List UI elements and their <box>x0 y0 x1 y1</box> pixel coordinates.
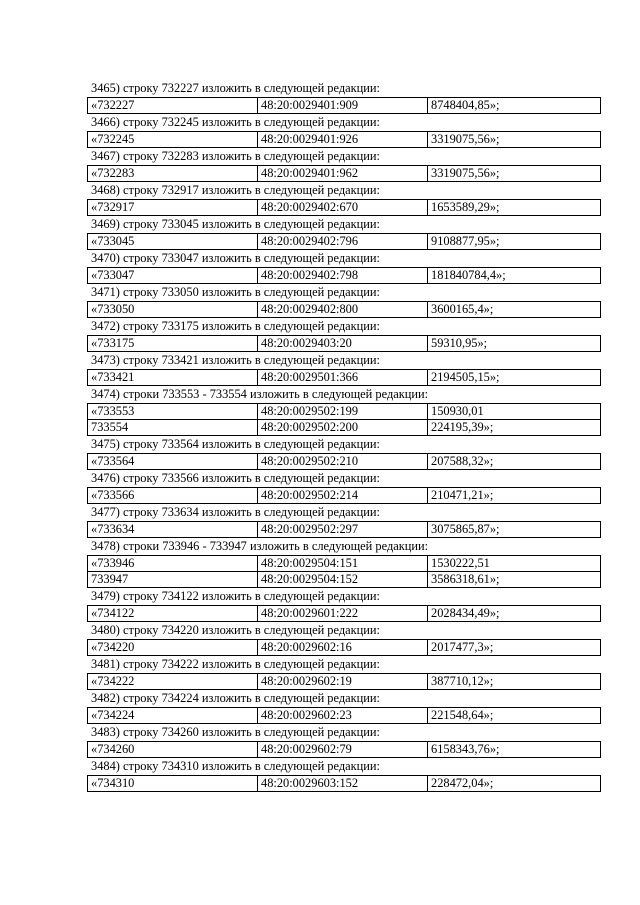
amendment-table <box>87 403 601 436</box>
cadastral-value-cell: 181840784,4»; <box>428 268 601 284</box>
amendment-table <box>87 301 601 318</box>
table-row <box>88 454 601 470</box>
amendment-table <box>87 165 601 182</box>
cadastral-value-cell: 221548,64»; <box>428 708 601 724</box>
cadastral-number-cell: 48:20:0029602:16 <box>258 640 428 656</box>
table-row <box>88 336 601 352</box>
row-number-cell: «732245 <box>88 132 258 148</box>
table-row <box>88 640 601 656</box>
cadastral-number-cell: 48:20:0029502:297 <box>258 522 428 538</box>
cadastral-number-cell: 48:20:0029501:366 <box>258 370 428 386</box>
amendment-table <box>87 369 601 386</box>
cadastral-value-cell: 1530222,51 <box>428 556 601 572</box>
amendment-heading: 3475) строку 733564 изложить в следующей редакции: <box>91 437 381 451</box>
cadastral-value-cell: 6158343,76»; <box>428 742 601 758</box>
table-row <box>88 488 601 504</box>
amendment-heading: 3480) строку 734220 изложить в следующей редакции: <box>91 623 381 637</box>
table-row <box>88 522 601 538</box>
cadastral-value-cell: 2017477,3»; <box>428 640 601 656</box>
amendment-heading: 3484) строку 734310 изложить в следующей редакции: <box>91 759 381 773</box>
amendment-heading: 3465) строку 732227 изложить в следующей редакции: <box>91 81 381 95</box>
cadastral-number-cell: 48:20:0029502:214 <box>258 488 428 504</box>
row-number-cell: «733175 <box>88 336 258 352</box>
cadastral-value-cell: 9108877,95»; <box>428 234 601 250</box>
table-row <box>88 98 601 114</box>
cadastral-value-cell: 2028434,49»; <box>428 606 601 622</box>
row-number-cell: «734222 <box>88 674 258 690</box>
cadastral-number-cell: 48:20:0029603:152 <box>258 776 428 792</box>
table-row <box>88 776 601 792</box>
cadastral-number-cell: 48:20:0029401:926 <box>258 132 428 148</box>
table-row <box>88 234 601 250</box>
table-row <box>88 132 601 148</box>
row-number-cell: 733947 <box>88 572 258 588</box>
row-number-cell: «733946 <box>88 556 258 572</box>
amendment-table <box>87 673 601 690</box>
cadastral-value-cell: 210471,21»; <box>428 488 601 504</box>
table-row <box>88 200 601 216</box>
table-row <box>88 606 601 622</box>
row-number-cell: 733554 <box>88 420 258 436</box>
row-number-cell: «733047 <box>88 268 258 284</box>
cadastral-number-cell: 48:20:0029402:796 <box>258 234 428 250</box>
cadastral-value-cell: 59310,95»; <box>428 336 601 352</box>
amendment-table <box>87 453 601 470</box>
table-row <box>88 572 601 588</box>
amendment-table <box>87 97 601 114</box>
table-row <box>88 302 601 318</box>
amendment-heading: 3467) строку 732283 изложить в следующей редакции: <box>91 149 381 163</box>
amendment-table <box>87 233 601 250</box>
row-number-cell: «733050 <box>88 302 258 318</box>
amendment-heading: 3469) строку 733045 изложить в следующей редакции: <box>91 217 381 231</box>
amendment-heading: 3483) строку 734260 изложить в следующей редакции: <box>91 725 381 739</box>
cadastral-value-cell: 1653589,29»; <box>428 200 601 216</box>
amendment-table <box>87 775 601 792</box>
cadastral-value-cell: 224195,39»; <box>428 420 601 436</box>
amendment-table <box>87 605 601 622</box>
table-row <box>88 268 601 284</box>
cadastral-value-cell: 387710,12»; <box>428 674 601 690</box>
cadastral-number-cell: 48:20:0029402:800 <box>258 302 428 318</box>
amendment-table <box>87 741 601 758</box>
row-number-cell: «733421 <box>88 370 258 386</box>
table-row <box>88 420 601 436</box>
amendment-table <box>87 521 601 538</box>
row-number-cell: «734310 <box>88 776 258 792</box>
amendment-table <box>87 707 601 724</box>
cadastral-number-cell: 48:20:0029602:79 <box>258 742 428 758</box>
amendment-heading: 3481) строку 734222 изложить в следующей редакции: <box>91 657 381 671</box>
row-number-cell: «732283 <box>88 166 258 182</box>
cadastral-number-cell: 48:20:0029402:670 <box>258 200 428 216</box>
cadastral-value-cell: 2194505,15»; <box>428 370 601 386</box>
amendment-heading: 3476) строку 733566 изложить в следующей редакции: <box>91 471 381 485</box>
amendment-heading: 3472) строку 733175 изложить в следующей редакции: <box>91 319 381 333</box>
cadastral-number-cell: 48:20:0029401:909 <box>258 98 428 114</box>
row-number-cell: «732227 <box>88 98 258 114</box>
amendment-heading: 3482) строку 734224 изложить в следующей редакции: <box>91 691 381 705</box>
amendment-heading: 3466) строку 732245 изложить в следующей редакции: <box>91 115 381 129</box>
cadastral-number-cell: 48:20:0029602:23 <box>258 708 428 724</box>
cadastral-number-cell: 48:20:0029502:210 <box>258 454 428 470</box>
cadastral-value-cell: 150930,01 <box>428 404 601 420</box>
table-row <box>88 742 601 758</box>
amendment-table <box>87 267 601 284</box>
amendment-heading: 3470) строку 733047 изложить в следующей редакции: <box>91 251 381 265</box>
amendment-heading: 3474) строки 733553 - 733554 изложить в следующей редакции: <box>91 387 429 401</box>
row-number-cell: «732917 <box>88 200 258 216</box>
amendment-heading: 3479) строку 734122 изложить в следующей редакции: <box>91 589 381 603</box>
row-number-cell: «733564 <box>88 454 258 470</box>
row-number-cell: «734260 <box>88 742 258 758</box>
row-number-cell: «733045 <box>88 234 258 250</box>
row-number-cell: «734122 <box>88 606 258 622</box>
cadastral-number-cell: 48:20:0029504:152 <box>258 572 428 588</box>
cadastral-value-cell: 3319075,56»; <box>428 132 601 148</box>
amendment-heading: 3471) строку 733050 изложить в следующей редакции: <box>91 285 381 299</box>
cadastral-number-cell: 48:20:0029601:222 <box>258 606 428 622</box>
cadastral-number-cell: 48:20:0029502:200 <box>258 420 428 436</box>
amendment-heading: 3468) строку 732917 изложить в следующей редакции: <box>91 183 381 197</box>
cadastral-number-cell: 48:20:0029504:151 <box>258 556 428 572</box>
cadastral-value-cell: 8748404,85»; <box>428 98 601 114</box>
cadastral-value-cell: 3075865,87»; <box>428 522 601 538</box>
cadastral-number-cell: 48:20:0029502:199 <box>258 404 428 420</box>
amendment-heading: 3473) строку 733421 изложить в следующей редакции: <box>91 353 381 367</box>
cadastral-value-cell: 3600165,4»; <box>428 302 601 318</box>
cadastral-number-cell: 48:20:0029401:962 <box>258 166 428 182</box>
cadastral-value-cell: 3319075,56»; <box>428 166 601 182</box>
amendment-table <box>87 199 601 216</box>
amendment-heading: 3478) строки 733946 - 733947 изложить в следующей редакции: <box>91 539 429 553</box>
amendment-table <box>87 487 601 504</box>
row-number-cell: «734220 <box>88 640 258 656</box>
row-number-cell: «733566 <box>88 488 258 504</box>
cadastral-number-cell: 48:20:0029402:798 <box>258 268 428 284</box>
cadastral-value-cell: 3586318,61»; <box>428 572 601 588</box>
cadastral-number-cell: 48:20:0029602:19 <box>258 674 428 690</box>
amendment-table <box>87 555 601 588</box>
row-number-cell: «734224 <box>88 708 258 724</box>
row-number-cell: «733634 <box>88 522 258 538</box>
table-row <box>88 674 601 690</box>
cadastral-number-cell: 48:20:0029403:20 <box>258 336 428 352</box>
table-row <box>88 404 601 420</box>
row-number-cell: «733553 <box>88 404 258 420</box>
table-row <box>88 370 601 386</box>
amendment-table <box>87 335 601 352</box>
table-row <box>88 708 601 724</box>
cadastral-value-cell: 228472,04»; <box>428 776 601 792</box>
table-row <box>88 166 601 182</box>
table-row <box>88 556 601 572</box>
amendment-heading: 3477) строку 733634 изложить в следующей редакции: <box>91 505 381 519</box>
cadastral-value-cell: 207588,32»; <box>428 454 601 470</box>
document-body <box>87 80 600 792</box>
amendment-table <box>87 131 601 148</box>
amendment-table <box>87 639 601 656</box>
